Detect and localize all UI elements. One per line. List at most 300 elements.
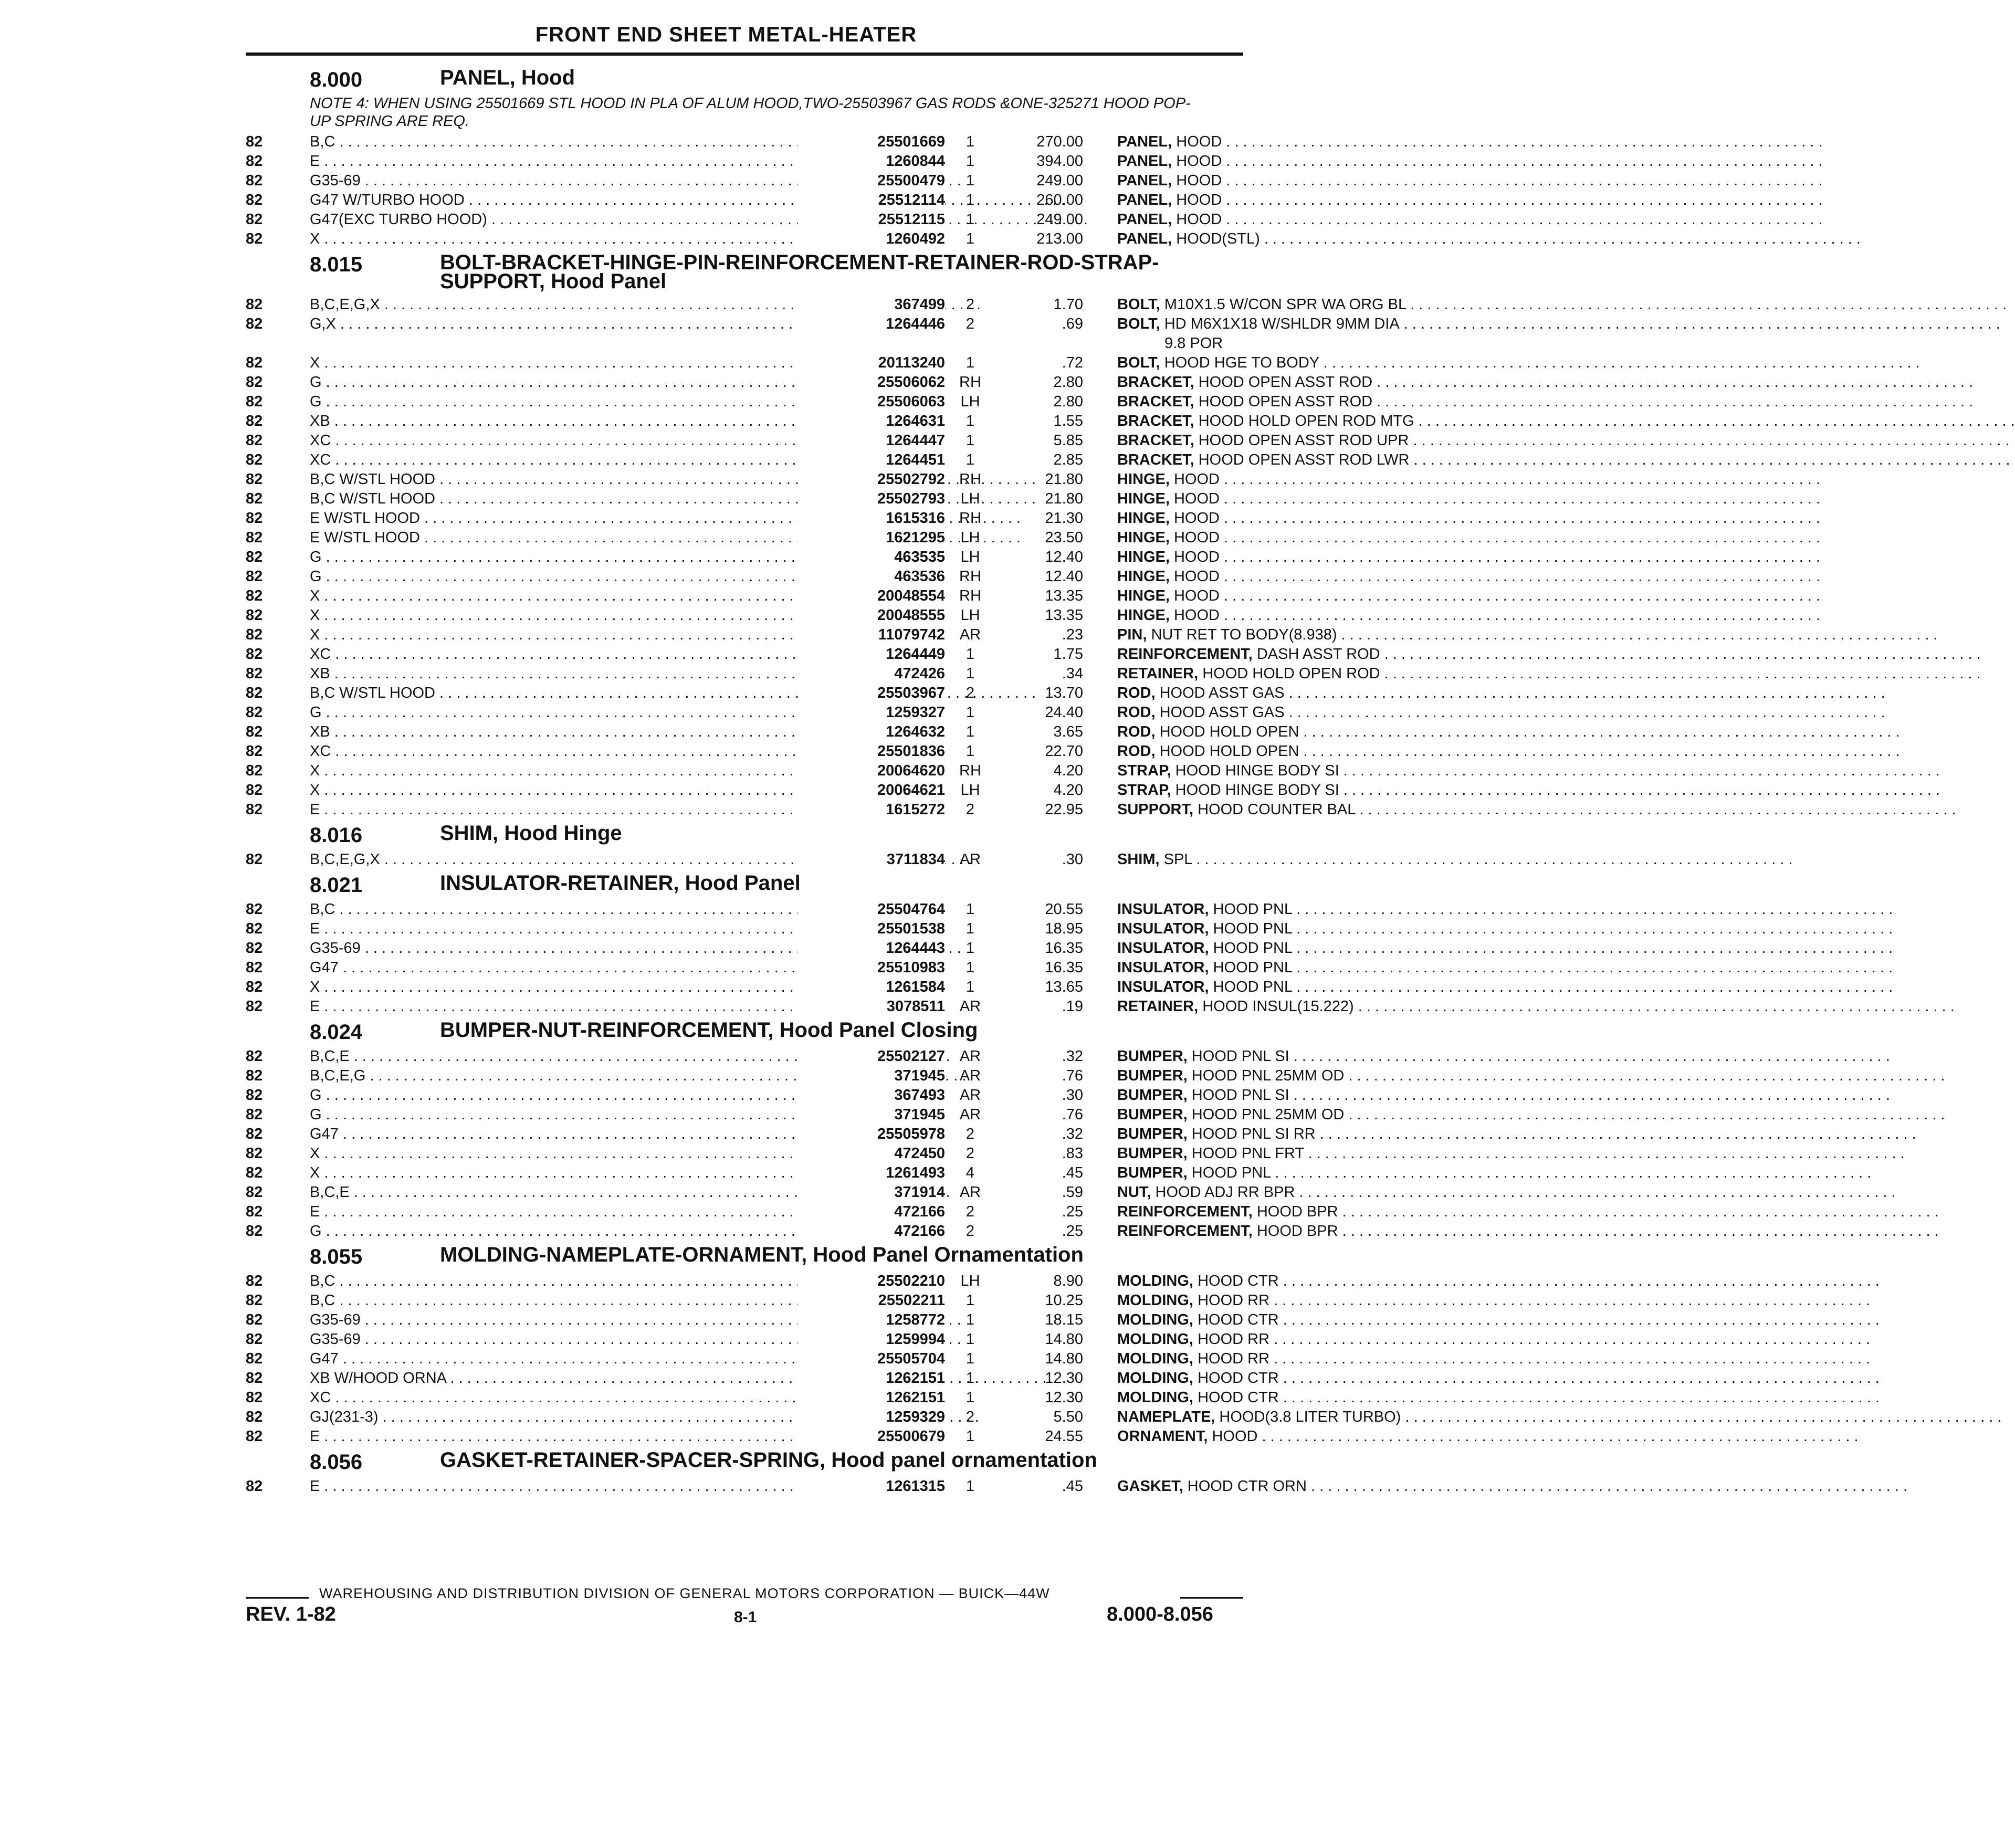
list-price: 8.90 [1053,1273,1083,1289]
part-number: 20048554 [798,586,945,606]
part-row [246,528,1243,548]
model-year: 82 [246,1184,263,1201]
part-detail: HOOD HGE TO BODY [1164,354,1319,371]
part-keyword: BRACKET, [1117,393,1194,410]
model-code: E . . . [310,800,593,820]
part-detail: HOOD CTR [1198,1370,1279,1387]
part-number: 1264632 [798,722,945,742]
model-year: 82 [246,192,263,208]
part-number: 463536 [798,567,945,586]
part-keyword: RETAINER, [1117,665,1199,682]
model-year: 82 [246,510,263,527]
model-code: G . . . [310,1222,593,1241]
part-detail: HOOD ASST GAS [1159,704,1285,721]
quantity: 2 [965,316,975,332]
part-row [246,412,1414,431]
part-description [1117,1330,1485,1349]
part-description [1117,1202,1485,1222]
part-row [246,781,1339,800]
part-description [1117,1125,1485,1144]
model-code: X . . . [310,625,593,645]
model-year: 82 [246,1223,263,1240]
part-description [1117,664,1485,684]
model-code: G . . . [310,373,593,392]
list-price: 4.20 [1053,782,1083,799]
part-keyword: HINGE, [1117,568,1170,585]
part-number: 367499 [798,295,945,314]
part-detail: HOOD HINGE BODY SI [1175,762,1339,779]
part-detail: HOOD [1176,153,1222,170]
part-number: 1615316 [798,509,945,528]
part-row [246,431,1409,450]
part-keyword: ROD, [1117,743,1156,760]
model-code: G35-69 . . . [310,1310,593,1330]
part-row [246,722,1299,742]
part-description [1117,1427,1485,1446]
part-detail: HOOD [1173,549,1220,565]
part-detail: HOOD OPEN ASST ROD [1198,374,1373,391]
part-row [246,353,1319,373]
model-code: G . . . [310,548,593,567]
quantity: 1 [965,1311,975,1328]
part-description [1117,1369,1485,1388]
part-number: 472450 [798,1144,945,1163]
part-keyword: MOLDING, [1117,1331,1193,1348]
model-year: 82 [246,549,263,565]
part-keyword: BRACKET, [1117,374,1194,391]
part-description [1117,625,1485,645]
part-detail: HOOD PNL [1213,979,1293,995]
model-code: B,C . . . [310,900,593,919]
part-detail: HOOD PNL [1213,940,1293,957]
list-price: .25 [1062,1223,1083,1240]
part-row [246,567,1243,586]
part-keyword: HINGE, [1117,510,1170,527]
catalog-section [246,64,1260,249]
section-number: 8.056 [310,1451,363,1474]
model-code: X . . . [310,761,593,781]
part-number: 371914 [798,1183,945,1202]
model-code: B,C W/STL HOOD . . . [310,489,593,509]
part-description [1117,489,1485,509]
footer-corporation: WAREHOUSING AND DISTRIBUTION DIVISION OF GENERAL MOTORS CORPORATION — BUICK—44W [319,1586,1050,1601]
list-price: 18.95 [1045,920,1083,937]
section-heading [246,869,1243,900]
model-code: XC . . . [310,1388,593,1408]
part-detail: HOOD [1176,172,1222,189]
part-detail: HOOD CTR [1198,1273,1279,1289]
part-number: 1260492 [798,229,945,249]
model-year: 82 [246,471,263,488]
part-detail: HOOD COUNTER BAL [1198,801,1356,818]
model-code: XC . . . [310,742,593,761]
part-number: 25502793 [798,489,945,509]
list-price: 2.80 [1053,393,1083,410]
part-number: 25502211 [798,1291,945,1310]
list-price: 16.35 [1045,940,1083,957]
part-description [1117,1105,1485,1125]
list-price: 14.80 [1045,1331,1083,1348]
model-year: 82 [246,665,263,682]
model-year: 82 [246,568,263,585]
model-year: 82 [246,1048,263,1065]
part-row [246,1310,1279,1330]
part-detail: HOOD [1212,1428,1258,1445]
model-year: 82 [246,354,263,371]
part-number: 371945 [798,1105,945,1125]
section-title: MOLDING-NAMEPLATE-ORNAMENT, Hood Panel Ornamentation [440,1243,1084,1266]
model-code: B,C,E . . . [310,1047,593,1066]
model-code: X . . . [310,606,593,625]
quantity: 2 [965,1409,975,1425]
part-number: 1264449 [798,645,945,664]
list-price: .72 [1062,354,1083,371]
quantity: 1 [965,192,975,208]
model-year: 82 [246,1067,263,1084]
part-detail: HOOD HOLD OPEN [1159,723,1299,740]
catalog-section [246,249,1414,820]
quantity: 1 [965,230,975,247]
part-keyword: BRACKET, [1117,432,1194,449]
quantity: 1 [965,1350,975,1367]
model-year: 82 [246,685,263,701]
quantity: AR [959,998,981,1015]
part-description [1117,606,1485,625]
part-number: 25501538 [798,919,945,939]
part-number: 472426 [798,664,945,684]
part-description [1117,295,1485,314]
list-price: .45 [1062,1164,1083,1181]
model-code: B,C,E,G . . . [310,1066,593,1086]
part-detail: HOOD [1173,471,1220,488]
model-year: 82 [246,782,263,799]
model-year: 82 [246,1106,263,1123]
part-keyword: ROD, [1117,685,1156,701]
part-description [1117,722,1485,742]
part-keyword: PANEL, [1117,230,1172,247]
section-title: SHIM, Hood Hinge [440,822,622,845]
part-row [246,1125,1316,1144]
part-keyword: PANEL, [1117,172,1172,189]
quantity: 2 [965,1223,975,1240]
section-number: 8.024 [310,1021,363,1044]
part-keyword: STRAP, [1117,782,1171,799]
model-code: G47 . . . [310,1125,593,1144]
part-detail: HOOD BPR [1256,1223,1338,1240]
part-number: 463535 [798,548,945,567]
list-price: 3.65 [1053,723,1083,740]
part-detail: HOOD CTR [1198,1311,1279,1328]
part-keyword: RETAINER, [1117,998,1199,1015]
list-price: .76 [1062,1067,1083,1084]
part-keyword: HINGE, [1117,490,1170,507]
model-code: E . . . [310,1202,593,1222]
part-description [1117,1047,1485,1066]
part-keyword: BOLT, [1117,316,1160,332]
part-detail: HOOD [1173,587,1220,604]
list-price: 1.70 [1053,296,1083,313]
part-number: 1258772 [798,1310,945,1330]
part-description [1117,548,1485,567]
model-year: 82 [246,1409,263,1425]
model-code: G47 W/TURBO HOOD . . . [310,191,593,210]
part-number: 25505978 [798,1125,945,1144]
model-year: 82 [246,490,263,507]
part-row [246,210,1243,229]
part-row [246,229,1260,249]
model-year: 82 [246,626,263,643]
model-year: 82 [246,587,263,604]
catalog-section [246,820,1243,869]
part-keyword: INSULATOR, [1117,920,1209,937]
part-keyword: PANEL, [1117,192,1172,208]
model-code: E . . . [310,997,593,1016]
model-year: 82 [246,1350,263,1367]
part-keyword: BUMPER, [1117,1106,1188,1123]
part-description [1117,450,1485,470]
quantity: 1 [965,452,975,468]
part-detail: HOOD PNL FRT [1191,1145,1304,1162]
part-detail: HOOD ADJ RR BPR [1155,1184,1295,1201]
part-keyword: PANEL, [1117,153,1172,170]
part-number: 3711834 [798,850,945,869]
part-detail: HOOD HOLD OPEN ROD MTG [1198,413,1414,429]
quantity: AR [959,1184,981,1201]
part-number: 20064621 [798,781,945,800]
model-code: B,C W/STL HOOD . . . [310,684,593,703]
list-price: 2.80 [1053,374,1083,391]
section-heading [246,1241,1243,1272]
part-number: 25504764 [798,900,945,919]
section-number: 8.015 [310,253,363,276]
model-code: G . . . [310,567,593,586]
part-row [246,1369,1279,1388]
part-row [246,171,1243,191]
model-year: 82 [246,432,263,449]
part-number: 25501669 [798,132,945,152]
part-number: 11079742 [798,625,945,645]
quantity: RH [959,374,981,391]
part-description [1117,1183,1485,1202]
section-title: GASKET-RETAINER-SPACER-SPRING, Hood panel ornamentation [440,1448,1097,1472]
list-price: 13.70 [1045,685,1083,701]
part-description [1117,229,1485,249]
part-number: 25502792 [798,470,945,489]
catalog-section [246,1446,1307,1496]
model-code: XC . . . [310,645,593,664]
part-description [1117,1066,1485,1086]
part-row [246,625,1337,645]
part-row [246,1144,1304,1163]
list-price: .30 [1062,851,1083,868]
quantity: 2 [965,801,975,818]
part-row [246,850,1243,869]
part-detail: HOOD PNL SI [1191,1087,1289,1104]
section-title: INSULATOR-RETAINER, Hood Panel [440,872,801,895]
model-year: 82 [246,1311,263,1328]
part-number: 25501836 [798,742,945,761]
part-number: 20064620 [798,761,945,781]
quantity: 1 [965,901,975,918]
quantity: AR [959,1048,981,1065]
list-price: 21.30 [1045,510,1083,527]
list-price: 12.30 [1045,1389,1083,1406]
section-range: 8.000-8.056 [1107,1603,1213,1625]
part-detail: HOOD PNL 25MM OD [1191,1067,1345,1084]
part-detail: HOOD RR [1198,1292,1270,1309]
list-price: 1.75 [1053,646,1083,663]
part-description [1117,761,1485,781]
section-number: 8.055 [310,1245,363,1268]
model-code: XC . . . [310,431,593,450]
quantity: LH [960,529,980,546]
part-number: 25502210 [798,1272,945,1291]
part-keyword: MOLDING, [1117,1311,1193,1328]
model-code: GJ(231-3) . . . [310,1408,593,1427]
quantity: RH [959,762,981,779]
list-price: .76 [1062,1106,1083,1123]
model-year: 82 [246,920,263,937]
part-row [246,800,1356,820]
list-price: 24.55 [1045,1428,1083,1445]
part-number: 25500479 [798,171,945,191]
model-code: X . . . [310,1144,593,1163]
part-detail: HD M6X1X18 W/SHLDR 9MM DIA [1164,316,1400,332]
catalog-section [246,1241,1401,1446]
part-description [1117,958,1485,978]
part-description [1117,997,1485,1016]
catalog-section [246,1016,1345,1241]
list-price: 12.30 [1045,1370,1083,1387]
part-row [246,1388,1279,1408]
part-detail: HOOD RR [1198,1331,1270,1348]
part-keyword: BUMPER, [1117,1087,1188,1104]
part-keyword: BOLT, [1117,296,1160,313]
list-price: 22.95 [1045,801,1083,818]
model-code: G . . . [310,1105,593,1125]
part-description [1117,353,1485,373]
list-price: .32 [1062,1048,1083,1065]
part-description [1117,1477,1485,1496]
part-row [246,1477,1307,1496]
part-row [246,1222,1338,1241]
model-year: 82 [246,940,263,957]
quantity: AR [959,626,981,643]
part-detail: HOOD HINGE BODY SI [1175,782,1339,799]
model-code: X . . . [310,781,593,800]
quantity: 1 [965,743,975,760]
model-code: B,C . . . [310,1272,593,1291]
model-code: G47 . . . [310,958,593,978]
section-heading [246,1446,1243,1477]
model-code: B,C W/STL HOOD . . . [310,470,593,489]
part-row [246,1291,1270,1310]
part-row [246,664,1380,684]
part-description [1117,939,1485,958]
quantity: 1 [965,646,975,663]
part-row [246,470,1243,489]
part-detail: HOOD OPEN ASST ROD LWR [1198,452,1410,468]
part-keyword: HINGE, [1117,549,1170,565]
list-price: 249.00 [1036,172,1083,189]
quantity: AR [959,851,981,868]
list-price: .30 [1062,1087,1083,1104]
list-price: 13.65 [1045,979,1083,995]
part-description [1117,586,1485,606]
part-keyword: PANEL, [1117,211,1172,228]
model-code: E . . . [310,919,593,939]
section-number: 8.016 [310,824,363,847]
model-code: E W/STL HOOD . . . [310,509,593,528]
part-detail: HOOD HOLD OPEN [1159,743,1299,760]
part-row [246,939,1293,958]
quantity: RH [959,510,981,527]
quantity: 1 [965,133,975,150]
part-keyword: BUMPER, [1117,1145,1188,1162]
quantity: RH [959,568,981,585]
part-detail-continued: 9.8 POR [1164,335,1223,352]
part-description [1117,392,1485,412]
quantity: 2 [965,296,975,313]
part-description [1117,703,1485,722]
part-keyword: INSULATOR, [1117,959,1209,976]
part-detail: HOOD [1176,133,1222,150]
part-row [246,489,1243,509]
part-keyword: BUMPER, [1117,1164,1188,1181]
part-number: 1264451 [798,450,945,470]
part-keyword: SHIM, [1117,851,1160,868]
quantity: RH [959,587,981,604]
part-row [246,1427,1258,1446]
part-detail: SPL [1163,851,1192,868]
part-row [246,997,1354,1016]
model-year: 82 [246,1087,263,1104]
part-detail: HOOD CTR [1198,1389,1279,1406]
part-description [1117,1144,1485,1163]
part-description [1117,171,1485,191]
quantity: LH [960,782,980,799]
footer-rule-right [1180,1597,1243,1599]
part-number: 25512114 [798,191,945,210]
part-detail: HOOD PNL [1213,901,1293,918]
part-detail: HOOD INSUL(15.222) [1202,998,1354,1015]
part-number: 25510983 [798,958,945,978]
part-row [246,1202,1338,1222]
model-year: 82 [246,607,263,624]
part-row [246,1163,1271,1183]
model-year: 82 [246,316,263,332]
list-price: .19 [1062,998,1083,1015]
part-keyword: GASKET, [1117,1478,1183,1495]
list-price: 4.20 [1053,762,1083,779]
model-year: 82 [246,296,263,313]
part-row [246,919,1293,939]
part-number: 25503967 [798,684,945,703]
part-keyword: MOLDING, [1117,1350,1193,1367]
part-detail: DASH ASST ROD [1256,646,1380,663]
model-code: X . . . [310,1163,593,1183]
model-year: 82 [246,211,263,228]
list-price: 260.00 [1036,192,1083,208]
quantity: 1 [965,354,975,371]
quantity: 2 [965,1203,975,1220]
list-price: 12.40 [1045,568,1083,585]
part-number: 25500679 [798,1427,945,1446]
model-year: 82 [246,133,263,150]
model-code: X . . . [310,353,593,373]
list-price: 5.50 [1053,1409,1083,1425]
model-year: 82 [246,723,263,740]
